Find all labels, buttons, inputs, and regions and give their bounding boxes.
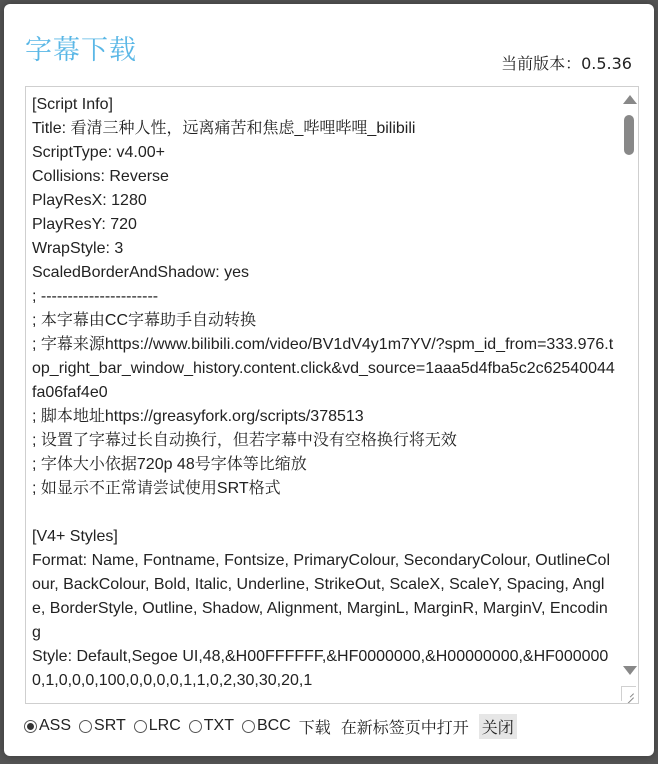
radio-srt-label: SRT — [94, 717, 126, 734]
radio-lrc-label: LRC — [148, 717, 181, 734]
resize-grip-icon[interactable] — [621, 686, 636, 701]
format-controls — [24, 714, 517, 738]
subtitle-textarea[interactable] — [25, 86, 639, 704]
radio-bcc[interactable] — [242, 717, 291, 735]
radio-bcc-label: BCC — [256, 717, 291, 734]
radio-bcc-circle[interactable] — [242, 720, 255, 733]
radio-ass-circle[interactable] — [24, 720, 37, 733]
scroll-thumb[interactable] — [624, 115, 634, 155]
radio-ass[interactable] — [24, 717, 71, 735]
vertical-scrollbar[interactable] — [618, 87, 638, 703]
open-new-tab-button[interactable]: 在新标签页中打开 — [340, 719, 469, 737]
close-button[interactable]: 关闭 — [479, 714, 517, 739]
download-button[interactable]: 下载 — [298, 719, 331, 737]
radio-lrc[interactable] — [134, 717, 181, 735]
scroll-up-arrow-icon[interactable] — [623, 95, 637, 104]
subtitle-download-dialog — [4, 4, 654, 756]
radio-srt[interactable] — [79, 717, 126, 735]
subtitle-content[interactable]: [Script Info] Title: 看清三种人性，远离痛苦和焦虑_哔哩哔哩_bilibili ScriptType: v4.00+ Collisions: Reverse PlayResX: 1280 PlayResY: 720 WrapStyle: 3 ScaledBorderAndShadow: yes ; ---------------------- ; 本字幕由CC字幕助手自动转换 ; 字幕来源https://www.bilibili.com/video/BV1dV4y1m7YV/?spm_id_from=333.976.top_right_bar_window_history.content.click&vd_source=1aaa5d4fba5c2c62540044fa06faf4e0 ; 脚本地址https://greasyfork.org/scripts/378513 ; 设置了字幕过长自动换行，但若字幕中没有空格换行将无效 ; 字体大小依据720p 48号字体等比缩放 ; 如显示不正常请尝试使用SRT格式 [V4+ Styles] Format: Name, Fontname, Fontsize, PrimaryColour, SecondaryColour, OutlineColour, BackColour, Bold, Italic, Underline, StrikeOut, ScaleX, ScaleY, Spacing, Angle, BorderStyle, Outline, Shadow, Alignment, MarginL, MarginR, MarginV, Encoding Style: Default,Segoe UI,48,&H00FFFFFF,&HF0000000,&H00000000,&HF0000000,1,0,0,0,100,0,0,0,0,1,1,0,2,30,30,20,1 — [32, 96, 615, 689]
radio-srt-circle[interactable] — [79, 720, 92, 733]
dialog-title: 字幕下载 — [25, 35, 137, 66]
radio-txt-circle[interactable] — [189, 720, 202, 733]
version-label: 当前版本：0.5.36 — [501, 54, 632, 73]
radio-ass-label: ASS — [39, 717, 72, 734]
scroll-down-arrow-icon[interactable] — [623, 666, 637, 675]
radio-lrc-circle[interactable] — [134, 720, 147, 733]
radio-txt-label: TXT — [203, 717, 234, 734]
radio-txt[interactable] — [189, 717, 234, 735]
